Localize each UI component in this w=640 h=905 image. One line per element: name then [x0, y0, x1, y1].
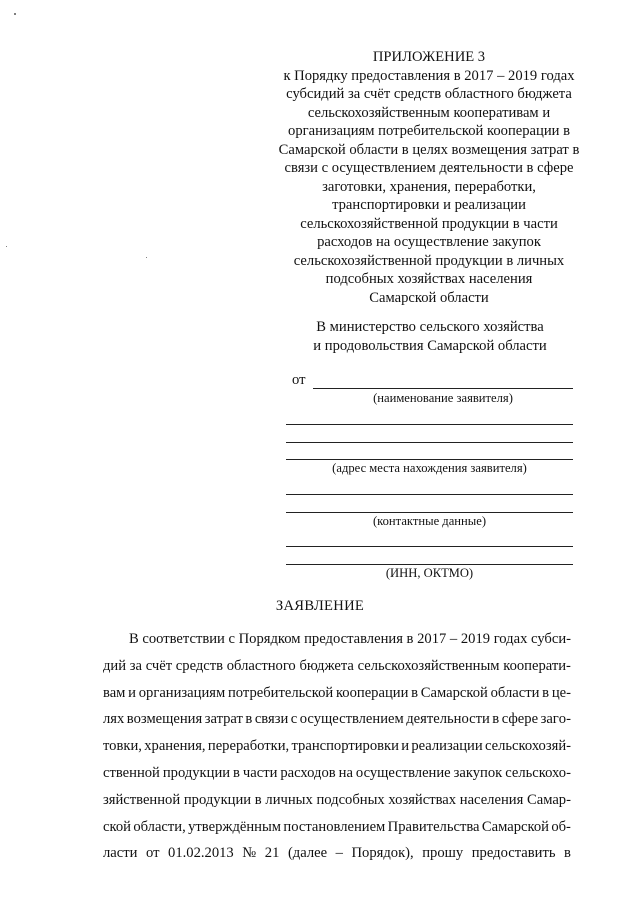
body-line — [103, 706, 571, 733]
appendix-line: сельскохозяйственным кооперативам и — [307, 104, 551, 121]
body-word: соответствии — [142, 631, 225, 647]
body-line — [103, 733, 571, 760]
body-word: кооперации — [335, 684, 409, 701]
body-word: возмещения — [126, 711, 203, 728]
body-word: от — [146, 845, 160, 862]
appendix-line: связи с осуществлением деятельности в сфере — [284, 160, 574, 176]
body-word: в — [406, 631, 414, 647]
body-line — [103, 626, 571, 653]
contact-field-line-1[interactable] — [286, 494, 573, 495]
body-word: постановлением — [283, 818, 386, 835]
body-word: средств — [175, 657, 224, 674]
body-word: субси- — [531, 631, 571, 647]
body-word: ласти — [103, 845, 138, 862]
body-word: области, — [133, 818, 186, 835]
body-word: дий — [103, 657, 127, 674]
body-word: Порядком — [238, 631, 301, 647]
body-word: организациям — [138, 684, 226, 701]
body-word: Правительства — [387, 818, 480, 835]
body-word: Самарской — [481, 818, 549, 835]
addressee — [280, 318, 580, 356]
body-word: связи — [254, 711, 289, 728]
body-word: це- — [551, 684, 571, 701]
inn-field-line-2[interactable] — [286, 564, 573, 565]
body-word: расходов — [280, 764, 336, 781]
appendix-line: Самарской области в целях возмещения затрат в — [278, 141, 580, 158]
appendix-line: расходов на осуществление закупок — [317, 234, 541, 250]
appendix-line: заготовки, хранения, переработки, — [322, 178, 536, 195]
scan-dot — [14, 13, 16, 15]
body-word: предоставления — [304, 631, 403, 647]
body-word: потребительской — [227, 684, 334, 701]
address-caption: (адрес места нахождения заявителя) — [332, 461, 527, 475]
body-word: в — [254, 791, 262, 808]
appendix-line: Самарской области — [369, 289, 489, 306]
body-word: лях — [103, 711, 125, 728]
body-word: сфере — [501, 711, 539, 728]
body-word: загo- — [540, 711, 571, 728]
scan-dot — [146, 257, 147, 258]
body-word: закупок — [453, 764, 503, 781]
appendix-line: субсидий за счёт средств областного бюджета — [286, 86, 572, 102]
body-word: транспортировки — [291, 738, 399, 755]
body-word: сельскохозяй- — [484, 738, 571, 755]
appendix-line: подсобных хозяйствах населения — [325, 271, 533, 287]
body-word: сельскохозяйственным — [357, 657, 500, 674]
from-label: от — [292, 372, 306, 388]
body-word: переработки, — [207, 738, 290, 755]
body-word: кооперати- — [503, 657, 571, 674]
body-line — [103, 787, 571, 814]
body-word: осуществлением — [299, 711, 404, 728]
body-word: Самарской — [420, 684, 488, 701]
appendix-line: сельскохозяйственной продукции в личных — [293, 252, 565, 269]
body-word: в — [564, 845, 571, 862]
body-word: Порядок), — [351, 845, 414, 862]
body-word: В — [129, 631, 139, 647]
addressee-line: В министерство сельского хозяйства — [316, 319, 544, 335]
body-word: в — [492, 711, 500, 728]
appendix-title: ПРИЛОЖЕНИЕ 3 — [372, 49, 486, 65]
body-word: ственной — [103, 764, 160, 781]
body-word: населения — [459, 791, 524, 808]
body-word: зяйственной — [103, 791, 181, 808]
body-word: на — [338, 764, 353, 781]
body-word: (далее — [287, 845, 328, 862]
body-word: ской — [103, 818, 131, 835]
body-word: прошу — [422, 845, 464, 862]
body-word: – — [335, 845, 343, 862]
inn-caption: (ИНН, ОКТМО) — [385, 566, 474, 580]
address-field-line-1[interactable] — [286, 424, 573, 425]
body-word: № — [242, 845, 257, 862]
body-line — [103, 814, 571, 841]
body-word: продукции — [183, 791, 252, 808]
body-word: и — [401, 738, 410, 755]
body-word: хранения, — [144, 738, 206, 755]
body-word: в — [233, 764, 240, 781]
appendix-line: организациям потребительской кооперации в — [288, 123, 570, 139]
document-title: ЗАЯВЛЕНИЕ — [275, 598, 365, 614]
body-word: утверждённым — [188, 818, 282, 835]
body-word: реализации — [411, 738, 483, 755]
body-word: бюджета — [299, 657, 354, 674]
body-word: за — [129, 657, 142, 674]
body-word: и — [128, 684, 136, 701]
body-word: части — [242, 764, 278, 781]
body-line — [103, 680, 571, 707]
appendix-line: сельскохозяйственной продукции в части — [300, 215, 558, 232]
body-word: с — [290, 711, 298, 728]
appendix-line: транспортировки и реализации — [332, 197, 526, 213]
contact-caption: (контактные данные) — [372, 514, 487, 528]
body-word: в — [542, 684, 550, 701]
body-word: области — [490, 684, 540, 701]
body-word: счёт — [145, 657, 173, 674]
body-word: предоставить — [471, 845, 556, 862]
body-word: в — [411, 684, 419, 701]
body-word: 2017 — [417, 631, 447, 647]
body-line — [103, 653, 571, 680]
applicant-caption: (наименование заявителя) — [373, 391, 513, 405]
body-word: личных — [265, 791, 313, 808]
body-word: деятельности — [406, 711, 490, 728]
body-word: продукции — [162, 764, 231, 781]
body-word: хозяйствах — [388, 791, 457, 808]
inn-field-line-1[interactable] — [286, 546, 573, 547]
body-word: 01.02.2013 — [168, 845, 234, 862]
body-word: товки, — [103, 738, 142, 755]
body-word: с — [228, 631, 235, 647]
body-word: об- — [551, 818, 571, 835]
body-word: затрат — [204, 711, 243, 728]
body-word: годах — [493, 631, 528, 647]
body-word: Самар- — [526, 791, 571, 808]
body-word: осуществление — [355, 764, 451, 781]
contact-field-line-2[interactable] — [286, 512, 573, 513]
body-word: областного — [226, 657, 296, 674]
body-paragraph — [103, 626, 571, 867]
applicant-name-field[interactable] — [313, 388, 573, 389]
appendix-header — [262, 48, 596, 307]
body-line — [103, 760, 571, 787]
addressee-line: и продовольствия Самарской области — [313, 338, 547, 354]
body-word: сельскохо- — [505, 764, 571, 781]
body-word: подсобных — [316, 791, 385, 808]
body-word: – — [449, 631, 458, 647]
appendix-line: к Порядку предоставления в 2017 – 2019 годах — [283, 67, 575, 84]
scan-dot — [6, 246, 7, 247]
body-word: вам — [103, 684, 126, 701]
body-word: 21 — [264, 845, 280, 862]
address-field-line-2[interactable] — [286, 442, 573, 443]
body-word: 2019 — [460, 631, 491, 647]
address-field-line-3[interactable] — [286, 459, 573, 460]
body-word: в — [245, 711, 253, 728]
body-line — [103, 840, 571, 867]
